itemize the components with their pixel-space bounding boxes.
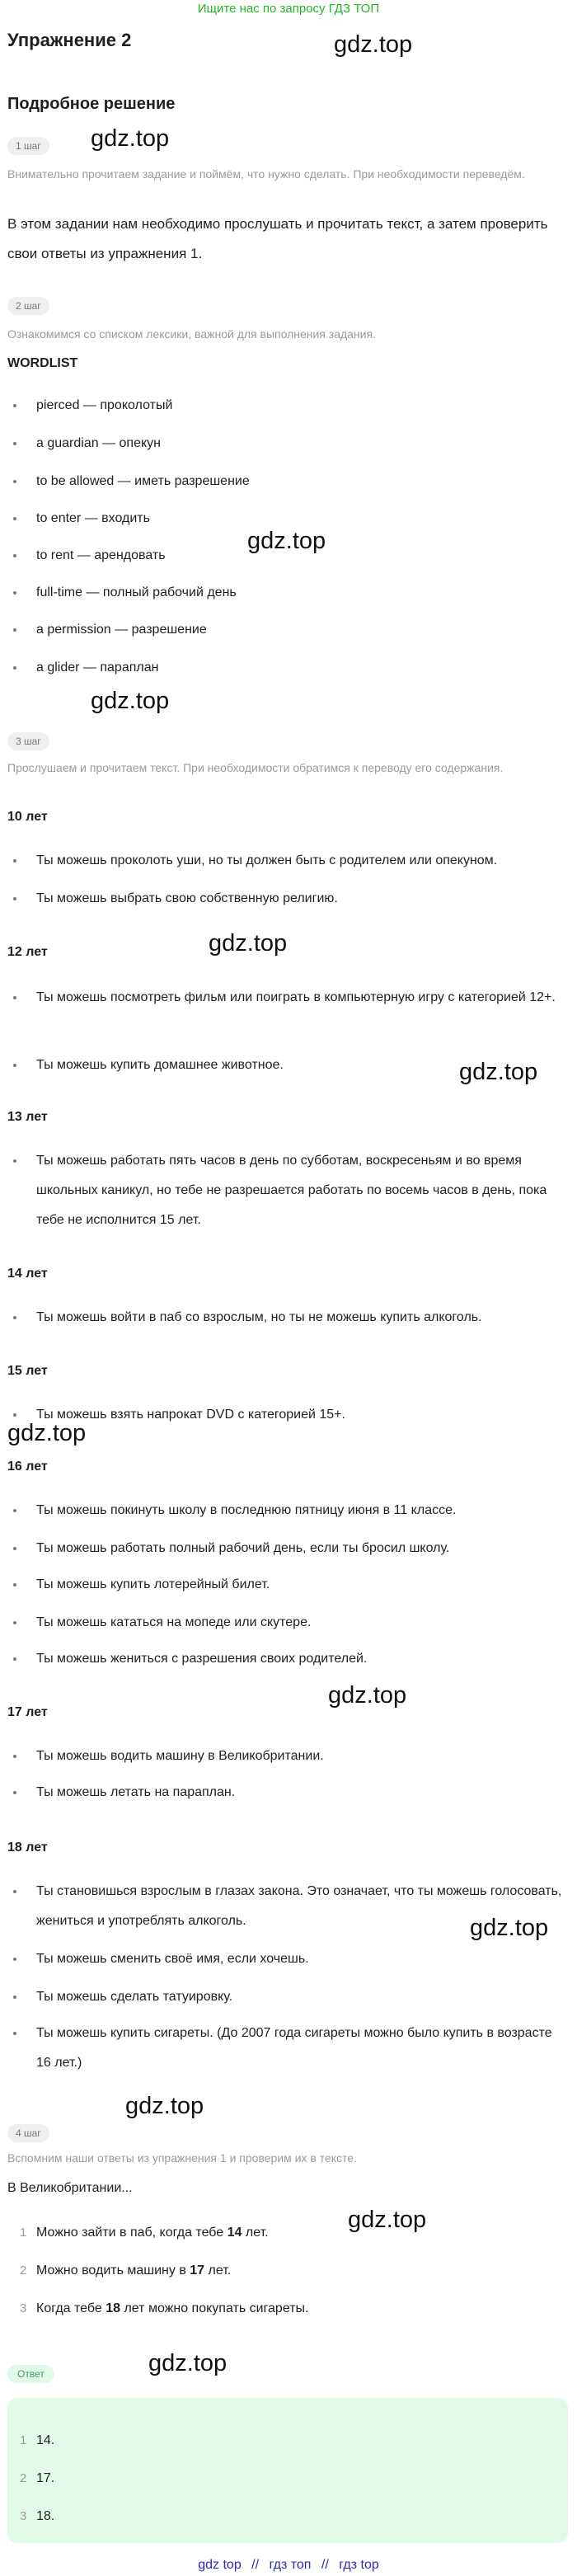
page-title: Упражнение 2 (7, 30, 132, 50)
age-rule: Ты можешь войти в паб со взрослым, но ты не можешь купить алкоголь. (20, 1303, 564, 1333)
age-rule: Ты можешь выбрать свою собственную религию. (20, 884, 564, 914)
watermark: gdz.top (459, 1059, 538, 1085)
step-badge-1: 1 шаг (7, 137, 49, 155)
step-badge-2: 2 шаг (7, 297, 49, 315)
answer-item: 2 17. (20, 2471, 55, 2485)
age-rule: Ты можешь купить сигареты. (До 2007 года сигареты можно было купить в возрасте 16 лет.) (20, 2019, 564, 2078)
step-3-hint: Прослушаем и прочитаем текст. При необходимости обратимся к переводу его содержания. (7, 761, 504, 774)
age-rule: Ты можешь покинуть школу в последнюю пятницу июня в 11 классе. (20, 1496, 564, 1525)
age-rule: Ты можешь проколоть уши, но ты должен быть с родителем или опекуном. (20, 846, 564, 876)
age-rule: Ты можешь посмотреть фильм или поиграть в компьютерную игру с категорией 12+. (20, 983, 564, 1013)
watermark: gdz.top (125, 2093, 204, 2119)
section-title: Подробное решение (7, 95, 176, 113)
word-item: to enter — входить (20, 504, 564, 534)
age-label: 10 лет (7, 810, 48, 824)
age-rule: Ты можешь кататься на мопеде или скутере. (20, 1608, 564, 1638)
word-item: full-time — полный рабочий день (20, 578, 564, 608)
step-2-hint: Ознакомимся со списком лексики, важной для выполнения задания. (7, 327, 376, 341)
separator: // (321, 2558, 329, 2572)
word-item: a glider — параплан (20, 653, 564, 683)
wordlist-label: WORDLIST (7, 356, 78, 370)
age-rule: Ты можешь сменить своё имя, если хочешь. (20, 1944, 564, 1974)
step-4-intro: В Великобритании... (7, 2181, 133, 2195)
answer-item: 3 18. (20, 2509, 55, 2523)
watermark: gdz.top (348, 2207, 427, 2233)
check-item: 1 Можно зайти в паб, когда тебе 14 лет. (20, 2226, 269, 2240)
age-label: 16 лет (7, 1460, 48, 1474)
age-rule: Ты становишься взрослым в глазах закона. Это означает, что ты можешь голосовать, жениться и употреблять алкоголь. (20, 1877, 564, 1936)
word-item: pierced — проколотый (20, 391, 564, 421)
word-item: a permission — разрешение (20, 615, 564, 645)
check-item: 3 Когда тебе 18 лет можно покупать сигареты. (20, 2301, 309, 2315)
word-item: to be allowed — иметь разрешение (20, 467, 564, 496)
age-rule: Ты можешь сделать татуировку. (20, 1982, 564, 2012)
age-label: 17 лет (7, 1705, 48, 1719)
step-1-text: В этом задании нам необходимо прослушать и прочитать текст, а затем проверить свои ответы из упражнения 1. (7, 216, 548, 261)
bottom-banner (0, 2555, 577, 2576)
age-rule: Ты можешь работать пять часов в день по субботам, воскресеньям и во время школьных каникул, но тебе не разрешается работать по восемь часов в день, пока тебе не исполнится 15 лет. (20, 1146, 564, 1235)
age-rule: Ты можешь купить домашнее животное. (20, 1051, 564, 1080)
word-item: a guardian — опекун (20, 429, 564, 458)
word-item: to rent — арендовать (20, 541, 564, 571)
age-label: 12 лет (7, 945, 48, 959)
step-1-hint: Внимательно прочитаем задание и поймём, что нужно сделать. При необходимости переведём. (7, 167, 525, 181)
watermark: gdz.top (247, 528, 326, 554)
watermark: gdz.top (334, 31, 413, 58)
watermark: gdz.top (328, 1682, 407, 1709)
step-badge-4: 4 шаг (7, 2124, 49, 2142)
age-label: 13 лет (7, 1110, 48, 1124)
age-rule: Ты можешь летать на параплан. (20, 1778, 564, 1807)
bottom-link[interactable]: гдз top (339, 2558, 379, 2572)
age-label: 18 лет (7, 1840, 48, 1854)
check-item: 2 Можно водить машину в 17 лет. (20, 2263, 232, 2278)
age-label: 15 лет (7, 1364, 48, 1378)
watermark: gdz.top (209, 930, 288, 957)
watermark: gdz.top (91, 688, 170, 714)
bottom-link[interactable]: gdz top (198, 2558, 242, 2572)
watermark: gdz.top (91, 125, 170, 152)
age-rule: Ты можешь купить лотерейный билет. (20, 1570, 564, 1600)
age-rule: Ты можешь водить машину в Великобритании. (20, 1742, 564, 1771)
watermark: gdz.top (470, 1915, 549, 1941)
separator: // (251, 2558, 260, 2572)
watermark: gdz.top (7, 1420, 87, 1446)
answer-item: 1 14. (20, 2433, 55, 2447)
age-rule: Ты можешь работать полный рабочий день, если ты бросил школу. (20, 1534, 564, 1563)
top-banner[interactable]: Ищите нас по запросу ГДЗ ТОП (197, 2, 380, 16)
age-rule: Ты можешь жениться с разрешения своих родителей. (20, 1644, 564, 1674)
answer-badge: Ответ (7, 2365, 54, 2383)
step-4-hint: Вспомним наши ответы из упражнения 1 и проверим их в тексте. (7, 2151, 357, 2165)
watermark: gdz.top (148, 2350, 228, 2376)
bottom-link[interactable]: гдз топ (269, 2558, 312, 2572)
age-rule: Ты можешь взять напрокат DVD с категорией 15+. (20, 1400, 564, 1430)
step-badge-3: 3 шаг (7, 732, 49, 750)
age-label: 14 лет (7, 1267, 48, 1281)
